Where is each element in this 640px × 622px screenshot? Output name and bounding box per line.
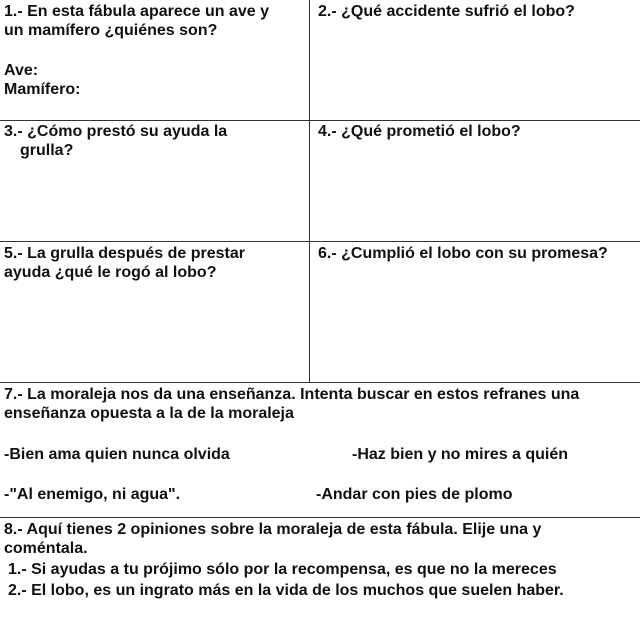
question-7-section [0, 385, 640, 423]
question-8-section [0, 520, 640, 600]
question-5-title-line2: ayuda ¿qué le rogó al lobo? [4, 264, 217, 281]
question-1-title-line1: 1.- En esta fábula aparece un ave y [4, 3, 270, 20]
answer-label-mamifero: Mamífero: [4, 81, 81, 98]
question-8-title-line2: coméntala. [4, 540, 88, 557]
saying-3: -"Al enemigo, ni agua". [4, 486, 181, 503]
opinion-2: 2.- El lobo, es un ingrato más en la vida de los muchos que suelen haber. [8, 582, 564, 599]
question-6-cell [318, 244, 608, 263]
question-7-title-line2: enseñanza opuesta a la de la moraleja [4, 405, 294, 422]
question-2-title: 2.- ¿Qué accidente sufrió el lobo? [318, 3, 575, 20]
row-divider-2 [0, 241, 640, 242]
question-1-cell [4, 2, 269, 99]
opinion-1: 1.- Si ayudas a tu prójimo sólo por la recompensa, es que no la mereces [8, 561, 557, 578]
question-3-title-line2: grulla? [20, 142, 74, 159]
question-7-title-line1: 7.- La moraleja nos da una enseñanza. Intenta buscar en estos refranes una [4, 386, 580, 403]
question-6-title: 6.- ¿Cumplió el lobo con su promesa? [318, 245, 608, 262]
question-5-cell [4, 244, 245, 282]
question-3-cell [4, 122, 227, 160]
question-8-title-line1: 8.- Aquí tienes 2 opiniones sobre la moraleja de esta fábula. Elije una y [4, 521, 542, 538]
question-4-title: 4.- ¿Qué prometió el lobo? [318, 123, 521, 140]
saying-4: -Andar con pies de plomo [316, 486, 513, 503]
question-3-title-line1: 3.- ¿Cómo prestó su ayuda la [4, 123, 228, 140]
section-divider [0, 517, 640, 518]
question-1-title-line2: un mamífero ¿quiénes son? [4, 22, 218, 39]
answer-label-ave: Ave: [4, 62, 39, 79]
question-5-title-line1: 5.- La grulla después de prestar [4, 245, 245, 262]
row-divider-1 [0, 120, 640, 121]
question-2-cell [318, 2, 575, 21]
column-divider [309, 0, 310, 383]
saying-1: -Bien ama quien nunca olvida [4, 446, 230, 463]
row-divider-3 [0, 382, 640, 383]
saying-2: -Haz bien y no mires a quién [352, 446, 569, 463]
question-4-cell [318, 122, 521, 141]
